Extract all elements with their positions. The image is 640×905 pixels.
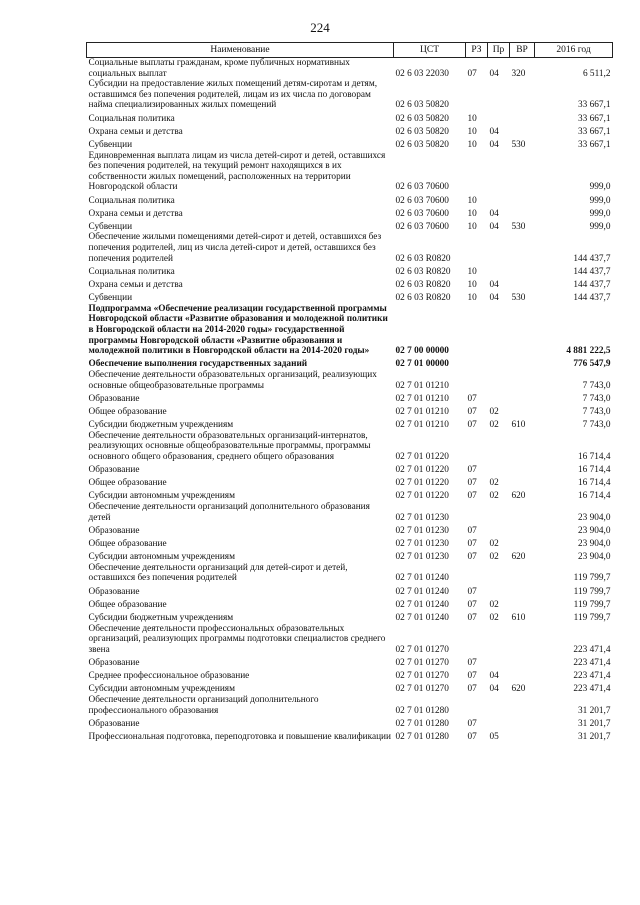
- row-pr-cell: [488, 151, 510, 193]
- table-row: [87, 502, 613, 523]
- row-pr-cell: [488, 463, 510, 476]
- row-pr-cell: [488, 232, 510, 264]
- row-pr-cell: [488, 624, 510, 656]
- row-amount-cell: 16 714,4: [577, 451, 611, 462]
- row-vr-cell: [510, 232, 535, 264]
- row-cst-cell: 02 7 01 01230: [395, 525, 449, 536]
- table-row: [87, 655, 613, 668]
- row-pr-cell: 02: [489, 420, 499, 431]
- row-vr-cell: 610: [511, 612, 526, 623]
- header-vr: ВР: [510, 43, 535, 58]
- row-amount-cell: 6 511,2: [582, 68, 611, 79]
- row-amount-cell: 33 667,1: [577, 113, 611, 124]
- row-amount-cell: 144 437,7: [573, 266, 611, 277]
- row-amount-cell: 144 437,7: [573, 293, 611, 304]
- row-amount-cell: 7 743,0: [582, 380, 611, 391]
- row-name-cell: Охрана семьи и детства: [88, 208, 183, 219]
- table-header-row: [87, 43, 613, 58]
- row-name-cell: Обеспечение деятельности организаций дополнительного образования детей: [88, 502, 370, 523]
- row-rz-cell: 10: [467, 195, 477, 206]
- row-cst-cell: 02 7 01 01240: [395, 599, 449, 610]
- row-name-cell: Социальные выплаты гражданам, кроме публичных нормативных социальных выплат: [88, 58, 350, 79]
- row-amount-cell: 223 471,4: [573, 684, 611, 695]
- row-name-cell: Субвенции: [88, 139, 133, 150]
- row-amount-cell: 23 904,0: [577, 512, 611, 523]
- row-cst-cell: 02 6 03 R0820: [395, 293, 451, 304]
- row-amount-cell: 33 667,1: [577, 100, 611, 111]
- row-name-cell: Субвенции: [88, 293, 133, 304]
- row-vr-cell: 320: [511, 68, 526, 79]
- page-number: 224: [310, 20, 330, 35]
- row-cst-cell: 02 6 03 70600: [395, 182, 449, 193]
- row-rz-cell: 10: [467, 280, 477, 291]
- row-name-cell: Образование: [88, 718, 140, 729]
- row-cst-cell: 02 6 03 50820: [395, 126, 449, 137]
- table-row: [87, 610, 613, 623]
- row-vr-cell: [510, 357, 535, 370]
- row-vr-cell: [510, 669, 535, 682]
- row-name-cell: Обеспечение деятельности профессиональных образовательных организаций, реализующих программы подготовки специалистов среднего звена: [88, 623, 386, 655]
- row-vr-cell: [510, 502, 535, 523]
- row-vr-cell: [510, 463, 535, 476]
- row-amount-cell: 119 799,7: [573, 586, 611, 597]
- row-cst-cell: 02 7 01 01240: [395, 612, 449, 623]
- row-amount-cell: 23 904,0: [577, 552, 611, 563]
- table-row: [87, 232, 613, 264]
- row-rz-cell: [466, 431, 488, 463]
- table-row: [87, 729, 613, 742]
- row-amount-cell: 144 437,7: [573, 280, 611, 291]
- row-cst-cell: 02 7 01 01210: [395, 380, 449, 391]
- table-row: [87, 277, 613, 290]
- row-cst-cell: 02 7 01 01270: [395, 684, 449, 695]
- row-cst-cell: 02 7 01 01270: [395, 644, 449, 655]
- row-name-cell: Субсидии автономным учреждениям: [88, 552, 235, 563]
- row-amount-cell: 16 714,4: [577, 478, 611, 489]
- row-cst-cell: 02 7 01 01280: [395, 718, 449, 729]
- table-row: [87, 124, 613, 137]
- table-row: [87, 58, 613, 80]
- row-name-cell: Охрана семьи и детства: [88, 126, 183, 137]
- row-cst-cell: 02 7 01 01240: [395, 586, 449, 597]
- row-pr-cell: [488, 111, 510, 124]
- row-cst-cell: 02 6 03 R0820: [395, 266, 451, 277]
- row-amount-cell: 999,0: [589, 221, 611, 232]
- table-row: [87, 682, 613, 695]
- row-cst-cell: 02 7 01 01220: [395, 465, 449, 476]
- row-name-cell: Обеспечение деятельности образовательных организаций-интернатов, реализующих основные общеобразовательные программы, программы основного общего образования, среднего общего образования: [88, 430, 371, 462]
- row-name-cell: Подпрограмма «Обеспечение реализации государственной программы Новгородской области «Развитие образования и молодежной политики в Новгородской области на 2014-2020 годы» государственной программы Новгородской области «Развитие образования и молодежной политики в Новгородской области на 2014-2020 годы»: [88, 303, 388, 357]
- row-amount-cell: 33 667,1: [577, 126, 611, 137]
- table-row: [87, 193, 613, 206]
- row-name-cell: Обеспечение жилыми помещениями детей-сирот и детей, оставшихся без попечения родителей, лиц из числа детей-сирот и детей, оставшихся без попечения родителей: [88, 232, 382, 264]
- row-amount-cell: 31 201,7: [577, 731, 611, 742]
- row-name-cell: Общее образование: [88, 478, 167, 489]
- row-cst-cell: 02 6 03 50820: [395, 100, 449, 111]
- row-vr-cell: [510, 695, 535, 716]
- row-pr-cell: 04: [489, 671, 499, 682]
- row-cst-cell: 02 7 01 01210: [395, 393, 449, 404]
- table-row: [87, 536, 613, 549]
- row-name-cell: Образование: [88, 586, 140, 597]
- row-rz-cell: 10: [467, 208, 477, 219]
- row-rz-cell: 07: [467, 612, 477, 623]
- row-pr-cell: 04: [489, 139, 499, 150]
- row-name-cell: Обеспечение выполнения государственных заданий: [88, 359, 308, 370]
- row-pr-cell: [488, 79, 510, 111]
- row-pr-cell: 02: [489, 406, 499, 417]
- row-pr-cell: 04: [489, 684, 499, 695]
- table-row: [87, 523, 613, 536]
- row-amount-cell: 7 743,0: [582, 420, 611, 431]
- budget-table: [86, 42, 613, 742]
- row-vr-cell: [510, 476, 535, 489]
- table-row: [87, 584, 613, 597]
- row-pr-cell: 05: [489, 731, 499, 742]
- table-row: [87, 550, 613, 563]
- header-rz: РЗ: [466, 43, 488, 58]
- row-rz-cell: 07: [467, 586, 477, 597]
- row-vr-cell: [510, 193, 535, 206]
- row-amount-cell: 23 904,0: [577, 525, 611, 536]
- row-name-cell: Общее образование: [88, 539, 167, 550]
- row-cst-cell: 02 6 03 70600: [395, 208, 449, 219]
- row-pr-cell: [488, 431, 510, 463]
- row-rz-cell: 07: [467, 68, 477, 79]
- row-pr-cell: 04: [489, 68, 499, 79]
- table-row: [87, 291, 613, 304]
- row-rz-cell: [466, 370, 488, 391]
- header-pr: Пр: [488, 43, 510, 58]
- table-row: [87, 206, 613, 219]
- row-pr-cell: [488, 304, 510, 357]
- row-cst-cell: 02 7 01 01230: [395, 512, 449, 523]
- row-pr-cell: 04: [489, 126, 499, 137]
- row-cst-cell: 02 7 01 01270: [395, 657, 449, 668]
- row-pr-cell: 04: [489, 221, 499, 232]
- row-amount-cell: 223 471,4: [573, 644, 611, 655]
- row-vr-cell: [510, 431, 535, 463]
- row-name-cell: Образование: [88, 465, 140, 476]
- row-name-cell: Социальная политика: [88, 113, 175, 124]
- row-pr-cell: 02: [489, 491, 499, 502]
- row-rz-cell: 07: [467, 552, 477, 563]
- row-rz-cell: [466, 357, 488, 370]
- row-pr-cell: 02: [489, 599, 499, 610]
- row-amount-cell: 776 547,9: [573, 359, 611, 370]
- row-name-cell: Субвенции: [88, 221, 133, 232]
- table-row: [87, 304, 613, 357]
- row-rz-cell: 10: [467, 113, 477, 124]
- row-name-cell: Социальная политика: [88, 266, 175, 277]
- row-name-cell: Субсидии автономным учреждениям: [88, 491, 235, 502]
- row-name-cell: Социальная политика: [88, 195, 175, 206]
- row-rz-cell: [466, 624, 488, 656]
- row-pr-cell: 04: [489, 293, 499, 304]
- row-vr-cell: [510, 624, 535, 656]
- row-amount-cell: 7 743,0: [582, 393, 611, 404]
- row-rz-cell: 07: [467, 657, 477, 668]
- row-rz-cell: 07: [467, 539, 477, 550]
- table-row: [87, 264, 613, 277]
- row-pr-cell: [488, 391, 510, 404]
- row-cst-cell: 02 6 03 R0820: [395, 253, 451, 264]
- table-row: [87, 624, 613, 656]
- row-rz-cell: 07: [467, 718, 477, 729]
- row-rz-cell: 07: [467, 684, 477, 695]
- table-row: [87, 357, 613, 370]
- row-vr-cell: 530: [511, 139, 526, 150]
- table-row: [87, 716, 613, 729]
- row-name-cell: Субсидии на предоставление жилых помещений детям-сиротам и детям, оставшимся без попечения родителей, лицам из их числа по договорам найма специализированных жилых помещений: [88, 79, 378, 111]
- row-cst-cell: 02 6 03 R0820: [395, 280, 451, 291]
- row-amount-cell: 7 743,0: [582, 406, 611, 417]
- row-name-cell: Субсидии автономным учреждениям: [88, 684, 235, 695]
- table-row: [87, 695, 613, 716]
- header-cst: ЦСТ: [394, 43, 466, 58]
- row-cst-cell: 02 7 01 01220: [395, 478, 449, 489]
- table-row: [87, 151, 613, 193]
- row-pr-cell: [488, 264, 510, 277]
- row-vr-cell: [510, 536, 535, 549]
- row-cst-cell: 02 7 01 01230: [395, 552, 449, 563]
- row-rz-cell: 10: [467, 221, 477, 232]
- row-vr-cell: [510, 124, 535, 137]
- row-cst-cell: 02 7 01 01240: [395, 573, 449, 584]
- row-name-cell: Субсидии бюджетным учреждениям: [88, 420, 234, 431]
- row-vr-cell: [510, 563, 535, 584]
- row-amount-cell: 119 799,7: [573, 612, 611, 623]
- row-rz-cell: 10: [467, 293, 477, 304]
- row-vr-cell: 620: [511, 491, 526, 502]
- row-pr-cell: [488, 716, 510, 729]
- row-vr-cell: [510, 79, 535, 111]
- table-row: [87, 370, 613, 391]
- row-name-cell: Профессиональная подготовка, переподготовка и повышение квалификации: [88, 731, 392, 742]
- row-vr-cell: [510, 111, 535, 124]
- row-name-cell: Общее образование: [88, 599, 167, 610]
- row-rz-cell: 07: [467, 406, 477, 417]
- row-amount-cell: 4 881 222,5: [566, 346, 611, 357]
- row-amount-cell: 999,0: [589, 182, 611, 193]
- table-row: [87, 79, 613, 111]
- row-rz-cell: 10: [467, 266, 477, 277]
- row-vr-cell: [510, 370, 535, 391]
- row-name-cell: Образование: [88, 525, 140, 536]
- table-row: [87, 489, 613, 502]
- row-vr-cell: [510, 277, 535, 290]
- row-cst-cell: 02 7 01 00000: [395, 359, 449, 370]
- row-name-cell: Образование: [88, 657, 140, 668]
- table-row: [87, 418, 613, 431]
- table-row: [87, 669, 613, 682]
- row-pr-cell: 04: [489, 208, 499, 219]
- row-amount-cell: 223 471,4: [573, 671, 611, 682]
- row-vr-cell: [510, 655, 535, 668]
- row-vr-cell: 530: [511, 293, 526, 304]
- row-cst-cell: 02 6 03 50820: [395, 113, 449, 124]
- row-name-cell: Образование: [88, 393, 140, 404]
- row-amount-cell: 23 904,0: [577, 539, 611, 550]
- row-rz-cell: 07: [467, 491, 477, 502]
- row-rz-cell: [466, 151, 488, 193]
- row-name-cell: Обеспечение деятельности образовательных организаций, реализующих основные общеобразовательные программы: [88, 369, 377, 391]
- row-rz-cell: [466, 695, 488, 716]
- row-rz-cell: [466, 563, 488, 584]
- table-body: [87, 58, 613, 743]
- row-pr-cell: 02: [489, 539, 499, 550]
- table-row: [87, 463, 613, 476]
- table-row: [87, 137, 613, 150]
- row-amount-cell: 119 799,7: [573, 599, 611, 610]
- row-rz-cell: 07: [467, 478, 477, 489]
- row-vr-cell: 620: [511, 684, 526, 695]
- row-rz-cell: [466, 79, 488, 111]
- row-pr-cell: [488, 584, 510, 597]
- table-row: [87, 391, 613, 404]
- table-row: [87, 111, 613, 124]
- row-pr-cell: 02: [489, 478, 499, 489]
- header-name: Наименование: [87, 43, 394, 58]
- table-row: [87, 219, 613, 232]
- row-rz-cell: 07: [467, 420, 477, 431]
- row-vr-cell: [510, 304, 535, 357]
- row-rz-cell: 07: [467, 465, 477, 476]
- row-name-cell: Единовременная выплата лицам из числа детей-сирот и детей, оставшихся без попечения родителей, на текущий ремонт находящихся в их собственности жилых помещений, расположенных на территории Новгородской области: [88, 150, 386, 193]
- row-cst-cell: 02 7 01 01220: [395, 451, 449, 462]
- row-amount-cell: 31 201,7: [577, 718, 611, 729]
- table-row: [87, 563, 613, 584]
- row-pr-cell: 04: [489, 280, 499, 291]
- row-pr-cell: [488, 370, 510, 391]
- row-vr-cell: [510, 729, 535, 742]
- row-vr-cell: [510, 404, 535, 417]
- row-cst-cell: 02 7 01 01280: [395, 705, 449, 716]
- table-row: [87, 431, 613, 463]
- row-vr-cell: [510, 716, 535, 729]
- row-cst-cell: 02 6 03 50820: [395, 139, 449, 150]
- row-rz-cell: 10: [467, 126, 477, 137]
- row-vr-cell: 530: [511, 221, 526, 232]
- row-amount-cell: 33 667,1: [577, 139, 611, 150]
- row-vr-cell: [510, 264, 535, 277]
- row-cst-cell: 02 7 01 01280: [395, 731, 449, 742]
- row-name-cell: Общее образование: [88, 406, 167, 417]
- row-pr-cell: [488, 193, 510, 206]
- row-rz-cell: [466, 304, 488, 357]
- row-pr-cell: [488, 523, 510, 536]
- row-vr-cell: [510, 391, 535, 404]
- row-vr-cell: [510, 523, 535, 536]
- row-amount-cell: 999,0: [589, 208, 611, 219]
- row-rz-cell: 07: [467, 525, 477, 536]
- row-pr-cell: 02: [489, 612, 499, 623]
- row-name-cell: Охрана семьи и детства: [88, 280, 183, 291]
- row-cst-cell: 02 6 03 70600: [395, 195, 449, 206]
- row-pr-cell: [488, 655, 510, 668]
- row-name-cell: Обеспечение деятельности организаций дополнительного профессионального образования: [88, 694, 319, 716]
- row-name-cell: Обеспечение деятельности организаций для детей-сирот и детей, оставшихся без попечения родителей: [88, 562, 348, 584]
- row-rz-cell: [466, 502, 488, 523]
- row-rz-cell: 07: [467, 671, 477, 682]
- row-vr-cell: [510, 206, 535, 219]
- row-amount-cell: 999,0: [589, 195, 611, 206]
- row-cst-cell: 02 7 01 01210: [395, 420, 449, 431]
- row-cst-cell: 02 6 03 22030: [395, 68, 449, 79]
- row-cst-cell: 02 7 00 00000: [395, 346, 449, 357]
- row-name-cell: Субсидии бюджетным учреждениям: [88, 612, 234, 623]
- table-row: [87, 404, 613, 417]
- row-pr-cell: [488, 502, 510, 523]
- row-vr-cell: 610: [511, 420, 526, 431]
- row-vr-cell: [510, 597, 535, 610]
- row-cst-cell: 02 7 01 01210: [395, 406, 449, 417]
- table-row: [87, 597, 613, 610]
- row-cst-cell: 02 6 03 70600: [395, 221, 449, 232]
- row-vr-cell: 620: [511, 552, 526, 563]
- row-vr-cell: [510, 151, 535, 193]
- row-cst-cell: 02 7 01 01230: [395, 539, 449, 550]
- row-amount-cell: 144 437,7: [573, 253, 611, 264]
- row-pr-cell: [488, 695, 510, 716]
- row-amount-cell: 16 714,4: [577, 491, 611, 502]
- row-amount-cell: 223 471,4: [573, 657, 611, 668]
- row-name-cell: Среднее профессиональное образование: [88, 671, 250, 682]
- row-pr-cell: 02: [489, 552, 499, 563]
- row-vr-cell: [510, 584, 535, 597]
- row-pr-cell: [488, 357, 510, 370]
- row-cst-cell: 02 7 01 01270: [395, 671, 449, 682]
- table-row: [87, 476, 613, 489]
- row-rz-cell: 07: [467, 599, 477, 610]
- row-rz-cell: 10: [467, 139, 477, 150]
- row-amount-cell: 119 799,7: [573, 573, 611, 584]
- row-rz-cell: [466, 232, 488, 264]
- row-amount-cell: 31 201,7: [577, 705, 611, 716]
- row-cst-cell: 02 7 01 01220: [395, 491, 449, 502]
- row-pr-cell: [488, 563, 510, 584]
- row-rz-cell: 07: [467, 393, 477, 404]
- row-rz-cell: 07: [467, 731, 477, 742]
- row-amount-cell: 16 714,4: [577, 465, 611, 476]
- header-amount: 2016 год: [535, 43, 613, 58]
